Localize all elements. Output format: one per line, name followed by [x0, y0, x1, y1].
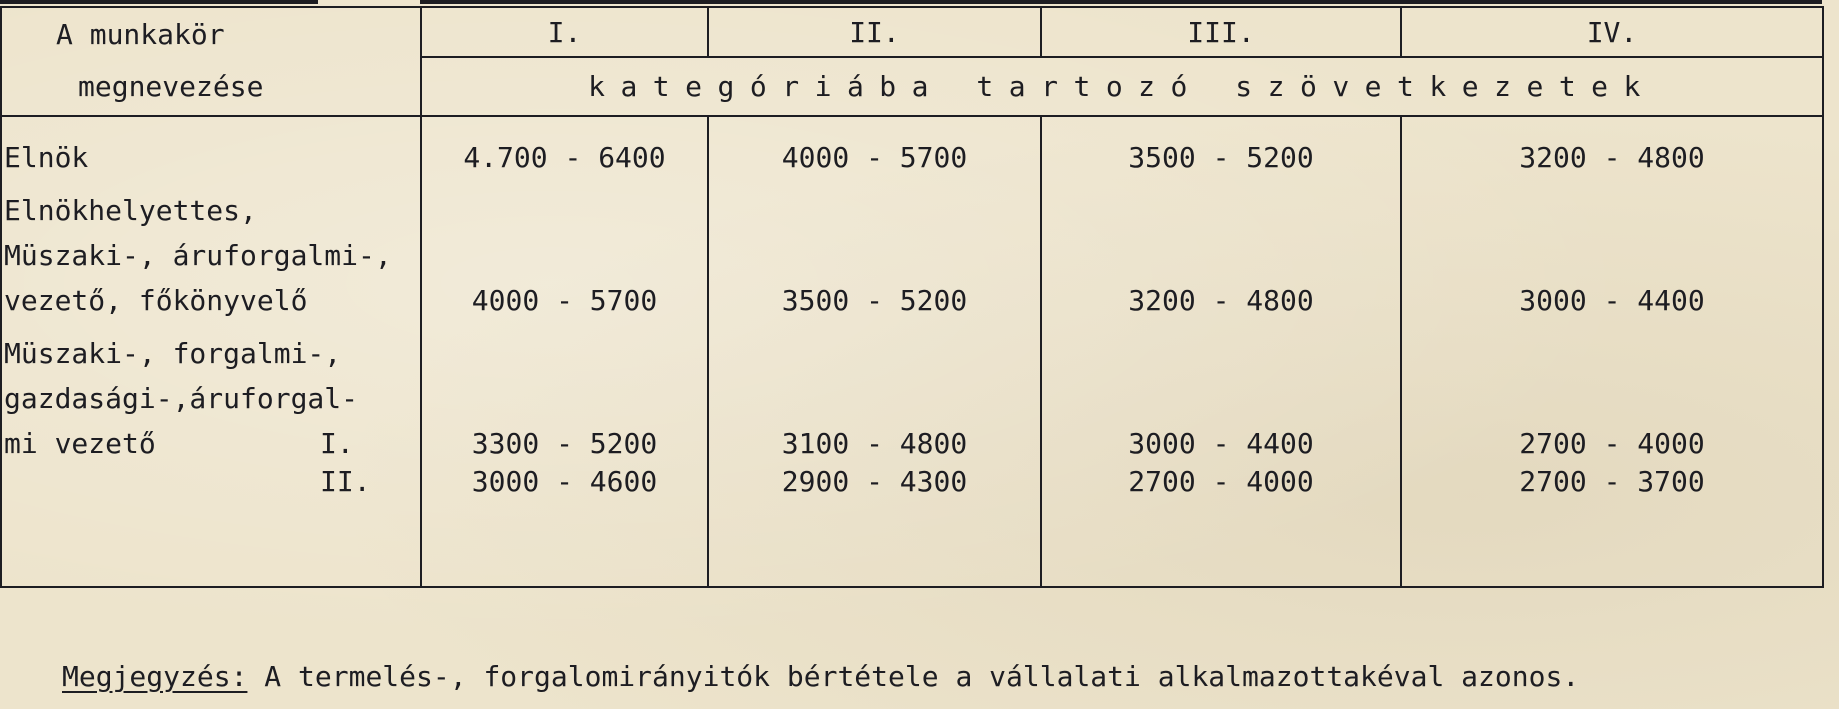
wage-range: 3500 - 5200	[781, 284, 968, 317]
job-title-column	[1, 116, 421, 587]
row-label-2-line2: Müszaki-, áruforgalmi-,	[4, 239, 392, 272]
row-label-3-line3: mi vezető	[4, 427, 156, 460]
footnote	[62, 660, 1579, 693]
category-header-4: IV.	[1401, 7, 1823, 57]
row-label-3-line2: gazdasági-,áruforgal-	[4, 382, 359, 415]
footnote-lead: Megjegyzés:	[62, 660, 248, 693]
wage-range: 3500 - 5200	[1128, 141, 1314, 174]
wage-range: 4000 - 5700	[781, 141, 968, 174]
wage-range: 4.700 - 6400	[463, 141, 666, 174]
wage-range: 2700 - 3700	[1519, 465, 1705, 498]
row-label-3-line1: Müszaki-, forgalmi-,	[4, 337, 342, 370]
row-grade-1: I.	[320, 427, 354, 460]
wage-range: 2900 - 4300	[781, 465, 968, 498]
row-label-elnok: Elnök	[4, 141, 89, 174]
category-1-column	[421, 116, 708, 587]
footnote-text: A termelés-, forgalomirányitók bértétele a vállalati alkalmazottakéval azonos.	[247, 660, 1580, 693]
wage-range: 2700 - 4000	[1128, 465, 1314, 498]
job-title-header-line1: A munkakör	[56, 18, 225, 51]
category-4-column	[1401, 116, 1823, 587]
wage-range: 2700 - 4000	[1519, 427, 1705, 460]
wage-range: 3000 - 4400	[1128, 427, 1314, 460]
category-header-2: II.	[708, 7, 1041, 57]
wage-range: 3000 - 4400	[1519, 284, 1705, 317]
top-rule-left	[0, 0, 318, 4]
wage-range: 4000 - 5700	[471, 284, 658, 317]
top-rule-right	[420, 0, 1822, 4]
row-label-2-line1: Elnökhelyettes,	[4, 194, 257, 227]
wage-range: 3200 - 4800	[1519, 141, 1705, 174]
wage-range: 3200 - 4800	[1128, 284, 1314, 317]
job-title-header	[1, 7, 421, 116]
category-2-column	[708, 116, 1041, 587]
salary-table	[0, 6, 1824, 588]
row-grade-2: II.	[320, 465, 371, 498]
wage-range: 3300 - 5200	[471, 427, 658, 460]
job-title-header-line2: megnevezése	[78, 70, 264, 103]
wage-range: 3000 - 4600	[471, 465, 658, 498]
category-header-1: I.	[421, 7, 708, 57]
category-3-column	[1041, 116, 1401, 587]
wage-range: 3100 - 4800	[781, 427, 968, 460]
category-header-3: III.	[1041, 7, 1401, 57]
category-span-label: kategóriába tartozó szövetkezetek	[421, 57, 1823, 116]
row-label-2-line3: vezető, főkönyvelő	[4, 284, 308, 317]
